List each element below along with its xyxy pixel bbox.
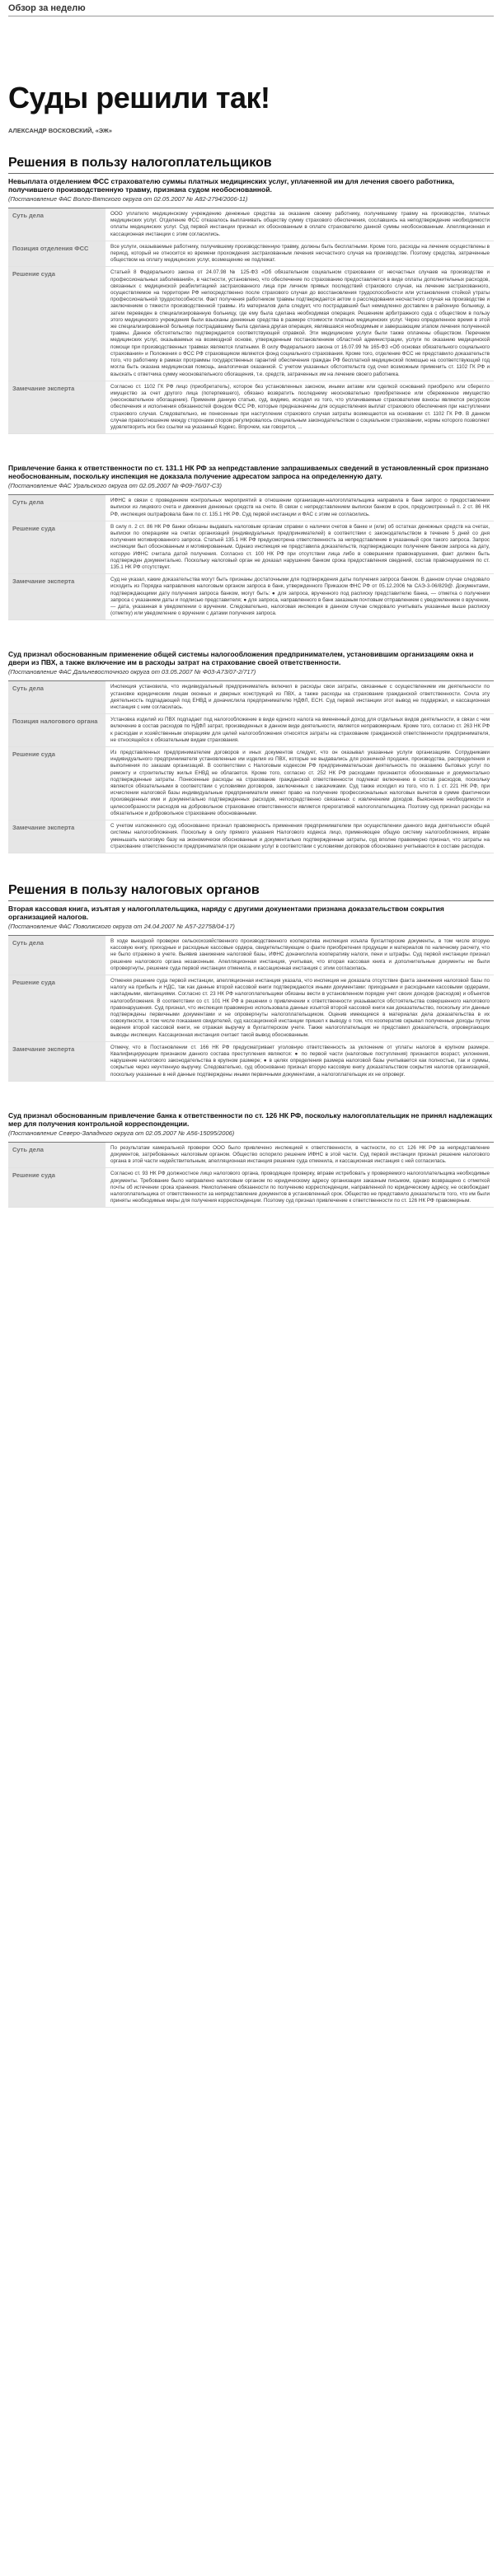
case-row	[8, 1143, 494, 1169]
case-row	[8, 681, 494, 714]
row-label: Решение суда	[8, 267, 106, 380]
row-label: Позиция отделения ФСС	[8, 241, 106, 267]
row-text: Согласно ст. 93 НК РФ должностное лицо налогового органа, проводящее проверку, вправе истребовать у проверяемого налогоплательщика необходимые документы. Требование было направлено налоговым органом по юридическому адресу организации заказным письмом, однако возвращено с отметкой почты об истечении срока хранения. Неисполнение обязанности по получению корреспонденции, направленной по юридическому адресу, не освобождает налогоплательщика от ответственности за непредставление документов в установленный срок. Общество не представило доказательств того, что им были приняты необходимые меры для получения корреспонденции. Поэтому суд признал привлечение к ответственности по ст. 126 НК РФ правомерным.	[110, 1171, 490, 1204]
court-case	[8, 905, 494, 1082]
row-text: Установка изделий из ПВХ подпадает под налогообложение в виде единого налога на вмененный доход для отдельных видов деятельности, в связи с чем включение в состав расходов по НДФЛ затрат, произведенных в данном виде деятельности, является неправомерным. Кроме того, согласно ст. 263 НК РФ к расходам и хозяйственным операциям для целей налогообложения относятся затраты на страхование гражданской ответственности предпринимателя, не относящейся к обязательным видам страхования.	[110, 717, 490, 743]
row-label: Замечание эксперта	[8, 574, 106, 619]
case-row	[8, 936, 494, 975]
row-text: Из представленных предпринимателем договоров и иных документов следует, что он оказывал указанные услуги организациям. Сотрудниками индивидуального предпринимателя установленные им изделия из ПВХ, которые не выдавались для розничной продажи, производства, распределения и выполнения по заказам организаций. В соответствии с Налоговым кодексом РФ предпринимательская деятельность по оказанию бытовых услуг по ремонту и строительству жилья ЕНВД не облагается. Кроме того, согласно ст. 252 НК РФ расходами признаются обоснованные и документально подтвержденные затраты. Понесенные расходы на страхование гражданской ответственности подлежат включению в состав расходов, поскольку являются обязательными в соответствии с условиями договоров, заключенных с заказчиками. Суд также исходил из того, что п. 1 ст. 221 НК РФ, при исчислении налоговой базы индивидуальные предприниматели имеют право на получение профессиональных налоговых вычетов в сумме фактически произведенных ими и документально подтвержденных расходов, непосредственно связанных с извлечением доходов. Выяснение необходимости и целесообразности расходов на добровольное страхование ответственности является прерогативой налогоплательщика. Поэтому суд признал расходы на обязательное и добровольное страхование обоснованными.	[110, 750, 490, 816]
case-row	[8, 521, 494, 574]
row-text: Статьей 8 Федерального закона от 24.07.98 № 125-ФЗ «Об обязательном социальном страховании от несчастных случаев на производстве и профессиональных заболеваний», в частности, установлено, что обеспечение по страхованию предоставляется в виде оплаты дополнительных расходов, связанных с медицинской реабилитацией застрахованного лица при личном прямых последствий страхового случая, на лечение застрахованного, осуществляемое на территории РФ непосредственно после страхового случая до восстановления трудоспособности или установления стойкой утраты профессиональной трудоспособности. Факт получения работником травмы подтверждается актом о расследовании несчастного случая на производстве и заключением о тяжести производственной травмы. Из материалов дела следует, что пострадавший был немедленно доставлен в районную больницу, а затем переведен в специализированную больницу, где ему была сделана необходимая операция. Решением арбитражного суда с обществом в пользу этого медицинского учреждения были взысканы денежные средства в размере стоимости платных медицинских услуг. Через определенное время в этой же специализированной больнице пострадавшему была сделана другая операция, являвшаяся необходимым и завершающим этапом лечения полученной травмы. Данное обстоятельство подтверждается соответствующей справкой. Эти медицинские услуги были также оплачены обществом. Перечнем медицинских услуг, оказываемых на возмездной основе, утвержденным постановлением областной администрации, услуги по оказанию медицинской помощи при производственных травмах являются платными. В силу Федерального закона от 16.07.99 № 165-ФЗ «Об основах обязательного социального страхования» и Положения о ФСС РФ страховщиком являются фонд социального страхования. Кроме того, отделение ФСС не представило доказательств того, что работнику в рамках программы государственных гарантий обеспечения граждан РФ бесплатной медицинской помощью на соответствующий год могла быть оказана медицинская помощь, аналогичная оказанной. С учетом указанных обстоятельств суд счел возможным применить ст. 1102 ГК РФ и взыскать с ответчика сумму неосновательного обогащения, т.е. средств, затраченных им на лечение своего работника.	[110, 269, 490, 377]
row-text: Суд не указал, какие доказательства могут быть признаны достаточными для подтверждения даты получения запроса банком. В данном случае следовало исходить из Порядка направления налоговым органом запроса в банк, утвержденного Приказом ФНС РФ от 05.12.2006 № САЭ-3-06/829@. Документами, подтверждающими дату получения запроса банком, могут быть: ● для запроса, врученного под расписку представителю банка, — отметка о получении запроса с указанием даты и подписью представителя; ● для запроса, направленного в банк заказным почтовым отправлением с уведомлением о вручении, — дата, указанная в уведомлении о вручении. Следовательно, налоговая инспекция в данном случае следовало учитывать указанные выше расписку (отметку) или уведомление о вручении с датами получения запроса.	[110, 577, 490, 617]
row-label: Суть дела	[8, 936, 106, 975]
case-headline: Суд признал обоснованным применение общей системы налогообложения предпринимателем, установившим организациям окна и двери из ПВХ, а также включение им в расходы затрат на страхование своей ответственности.	[8, 650, 474, 667]
case-row	[8, 820, 494, 853]
row-label: Замечание эксперта	[8, 820, 106, 853]
case-headline: Суд признал обоснованным привлечение банка к ответственности по ст. 126 НК РФ, поскольку налогоплательщик не принял надлежащих мер для получения контрольной корреспонденции.	[8, 1110, 493, 1128]
section-heading: Решения в пользу налогоплательщиков	[8, 156, 494, 174]
case-headline: Невыплата отделением ФСС страхователю суммы платных медицинских услуг, уплаченной им для лечения своего работника, получившего производственную травму, признана судом необоснованной.	[8, 177, 454, 194]
case-source: (Постановление ФАС Поволжского округа от 24.04.2007 № А57-22758/04-17)	[8, 922, 235, 930]
case-row	[8, 495, 494, 521]
row-text: По результатам камеральной проверки ООО было привлечено инспекцией к ответственности, в частности, по ст. 126 НК РФ за непредставление документов, затребованных налоговым органом. Общество оспорило решение ИФНС в этой части. Суд первой инстанции признал решение налогового органа в этой части недействительным, апелляционная инстанция решение суда отменила, и кассационная инстанция с ней согласилась.	[110, 1144, 490, 1165]
row-text: Инспекция установила, что индивидуальный предприниматель включил в расходы свои затраты, связанные с осуществлением им деятельности по установке юридическим лицам оконных и дверных конструкций из ПВХ, а также расходы на страхование гражданской ответственности. Сочла эту деятельность подпадающей под ЕНВД и доначислила предпринимателю НДФЛ, ЕСН. Суд первой инстанции этот вывод не поддержал, и кассационная инстанция с ним согласилась.	[110, 684, 490, 711]
row-text: В ходе выездной проверки сельскохозяйственного производственного кооператива инспекция изъяла бухгалтерские документы, в том числе вторую кассовую книгу, приходные и расходные кассовые ордера, свидетельствующие о факте приобретения продукции и материалов по наличному расчету, что не было отражено в учете. Выявив занижение налоговой базы, ИФНС доначислила кооперативу налоги, пени и штрафы. Суд первой инстанции признал решение налогового органа незаконным. Апелляционная инстанция, учитывая, что вторая кассовая книга и дополнительные документы не были опровергнуты, решение суда первой инстанции отменила, и кассационная инстанция с этим согласилась.	[110, 937, 490, 971]
row-text: С учетом изложенного суд обоснованно признал правомерность применения предпринимателем при осуществлении данного вида деятельности общей системы налогообложения. Поскольку в силу прямого указания Налогового кодекса лицо, применяющее общую систему налогообложения, вправе уменьшать налоговую базу на экономически обоснованные и документально подтвержденные затраты, суд вполне правомерно признал, что затраты на страхование ответственности предпринимателя при оказании услуг в соответствии с условиями договоров обоснованно учитываются в составе расходов.	[110, 823, 490, 849]
page-title: Суды решили так!	[8, 81, 270, 115]
row-text: ИФНС в связи с проведением контрольных мероприятий в отношении организации-налогоплательщика направила в банк запрос о предоставлении выписки из лицевого счета и движения денежных средств на счете. В связи с непредставлением выписки банком в срок, предусмотренный п. 2 ст. 86 НК РФ, инспекция оштрафовала банк по ст. 135.1 НК РФ. Суд первой инстанции и ФАС с этим не согласились.	[110, 498, 490, 517]
court-case	[8, 464, 494, 620]
row-text: Согласно ст. 1102 ГК РФ лицо (приобретатель), которое без установленных законом, иными актами или сделкой оснований приобрело или сберегло имущество за счет другого лица (потерпевшего), обязано возвратить последнему неосновательно приобретенное или сбереженное имущество (неосновательное обогащение). Применяя данную статью, суд, видимо, исходил из того, что уплачиваемые страхователем взносы являются ресурсом обеспечения и исполнения обязанностей фондом ФСС РФ, которые предназначены для осуществления выплат страхового обеспечения при наступлении страхового случая. Следовательно, не понесенные при наступлении страхового случая затраты возмещаются на основании ст. 1102 ГК РФ. В данном случае правоотношение между сторонами споров регулировалось специальным законодательством о социальном страховании, нормы которого позволяют удовлетворить иск без ссылки на указанный Кодекс. Впрочем, как говорится, ...	[110, 383, 490, 430]
case-source: (Постановление ФАС Волго-Вятского округа от 02.05.2007 № А82-2794/2006-11)	[8, 195, 248, 203]
row-label: Суть дела	[8, 208, 106, 241]
row-text: Отменяя решение суда первой инстанции, апелляционная инстанция указала, что инспекция не доказала отсутствие факта занижения налоговой базы по налогу на прибыль и НДС, так как данные второй кассовой книги подтверждаются иными документами: приходными и расходными кассовыми ордерами, накладными, квитанциями. Согласно ст. 23 НК РФ налогоплательщики обязаны вести в установленном порядке учет своих доходов (расходов) и объектов налогообложения. В соответствии со ст. 101 НК РФ в решении о привлечении к ответственности указываются обстоятельства совершенного налогового правонарушения. Суд признал, что инспекция правомерно использовала данные изъятой второй кассовой книги как доказательство, поскольку эти данные подтверждены первичными документами и не опровергнуты налогоплательщиком. Оценив имеющиеся в материалах дела доказательства в их совокупности, в том числе показания свидетелей, суд кассационной инстанции пришел к выводу о том, что кооператив скрывал полученные доходы путем ведения второй кассовой книги, не отражая выручку в бухгалтерском учете. Также налогоплательщик не представил доказательств, опровергающих выводы инспекции. Кассационная инстанция считает такой вывод обоснованным.	[110, 977, 490, 1038]
row-label: Позиция налогового органа	[8, 714, 106, 746]
row-text: Все услуги, оказываемые работнику, получившему производственную травму, должны быть бесплатными. Кроме того, расходы на лечение осуществлены в период, который не относится ко времени прохождения застрахованным лечения несчастного случая на производстве. Поэтому средства, затраченные обществом на оплату медицинских услуг, возмещению не подлежат.	[110, 243, 490, 264]
case-source: (Постановление ФАС Уральского округа от 02.05.2007 № Ф09-76/07-С3)	[8, 482, 222, 490]
case-row	[8, 747, 494, 820]
section-heading: Решения в пользу налоговых органов	[8, 883, 494, 901]
case-source: (Постановление ФАС Дальневосточного округа от 03.05.2007 № Ф03-А73/07-2/717)	[8, 668, 256, 676]
case-row	[8, 208, 494, 241]
case-row	[8, 574, 494, 620]
row-text: Отмечу, что в Постановлении ст. 166 НК РФ предусматривает уголовную ответственность за уклонение от уплаты налогов в крупном размере. Квалифицирующим признаком данного состава преступления являются: ● по первой части (налоговые поступления) признаются возраст, уклонения, нарушение налогового законодательства в крупном размере; ● в целях определения размера налоговой базы учитывается как полностью, так и суммы, сокрытые через неучтенную выручку. Следовательно, суд обоснованно признал вторую кассовую книгу доказательством сокрытия налогов организацией, поскольку указанные в ней данные подтверждены иными первичными документами, а налогоплательщик их не опроверг.	[110, 1044, 490, 1078]
row-label: Решение суда	[8, 521, 106, 573]
case-headline: Вторая кассовая книга, изъятая у налогоплательщика, наряду с другими документами признана доказательством сокрытия организацией налогов.	[8, 904, 444, 921]
case-row	[8, 381, 494, 434]
row-label: Суть дела	[8, 681, 106, 713]
case-row	[8, 1042, 494, 1082]
case-row	[8, 975, 494, 1042]
row-label: Суть дела	[8, 1143, 106, 1168]
row-label: Решение суда	[8, 975, 106, 1041]
page	[0, 0, 502, 1208]
row-text: В силу п. 2 ст. 86 НК РФ банки обязаны выдавать налоговым органам справки о наличии счетов в банке и (или) об остатках денежных средств на счетах, выписки по операциям на счетах организаций (индивидуальных предпринимателей) в соответствии с законодательством в течение 5 дней со дня получения мотивированного запроса. Статьей 135.1 НК РФ предусмотрена ответственность за непредставление в указанный срок такого запроса. Запрос инспекции был обоснованным и мотивированным. Однако инспекция не представила доказательств, подтверждающих получение банком запроса на дату, которую ИФНС считала датой получения. Согласно ст. 100 НК РФ при отсутствии лица либо в совершении правонарушения, факт должен быть подтвержден документально. Поскольку налоговый орган не доказал нарушение банком срока предоставления сведений, состав правонарушения по ст. 135.1 НК РФ отсутствует.	[110, 523, 490, 570]
row-label: Замечание эксперта	[8, 381, 106, 433]
case-row	[8, 714, 494, 747]
case-headline: Привлечение банка к ответственности по ст. 131.1 НК РФ за непредставление запрашиваемых сведений в установленный срок признано необоснованным, поскольку инспекция не доказала получение адресатом запроса на определенную дату.	[8, 464, 489, 481]
case-row	[8, 241, 494, 268]
case-source: (Постановление Северо-Западного округа от 02.05.2007 № А56-15095/2006)	[8, 1129, 235, 1137]
row-label: Суть дела	[8, 495, 106, 521]
kicker: Обзор за неделю	[8, 3, 86, 13]
case-row	[8, 267, 494, 381]
court-case	[8, 650, 494, 853]
row-label: Решение суда	[8, 747, 106, 820]
row-text: ООО уплатило медицинскому учреждению денежные средства за оказание своему работнику, получившему травму на производстве, платных медицинских услуг. Отделение ФСС отказалось выплачивать обществу сумму страхового обеспечения, сославшись на неподтверждение необходимости оплаты медицинских услуг. Суд первой инстанции признал их обоснованным в оплате страхователю данной суммы необоснованным. Апелляционная и кассационная инстанции с этим согласились.	[110, 211, 490, 237]
author-byline: АЛЕКСАНДР ВОСКОВСКИЙ, «ЭЖ»	[8, 127, 112, 134]
court-case	[8, 177, 494, 434]
court-case	[8, 1111, 494, 1209]
case-row	[8, 1168, 494, 1208]
row-label: Замечание эксперта	[8, 1042, 106, 1081]
article-body	[8, 156, 494, 1208]
row-label: Решение суда	[8, 1168, 106, 1207]
